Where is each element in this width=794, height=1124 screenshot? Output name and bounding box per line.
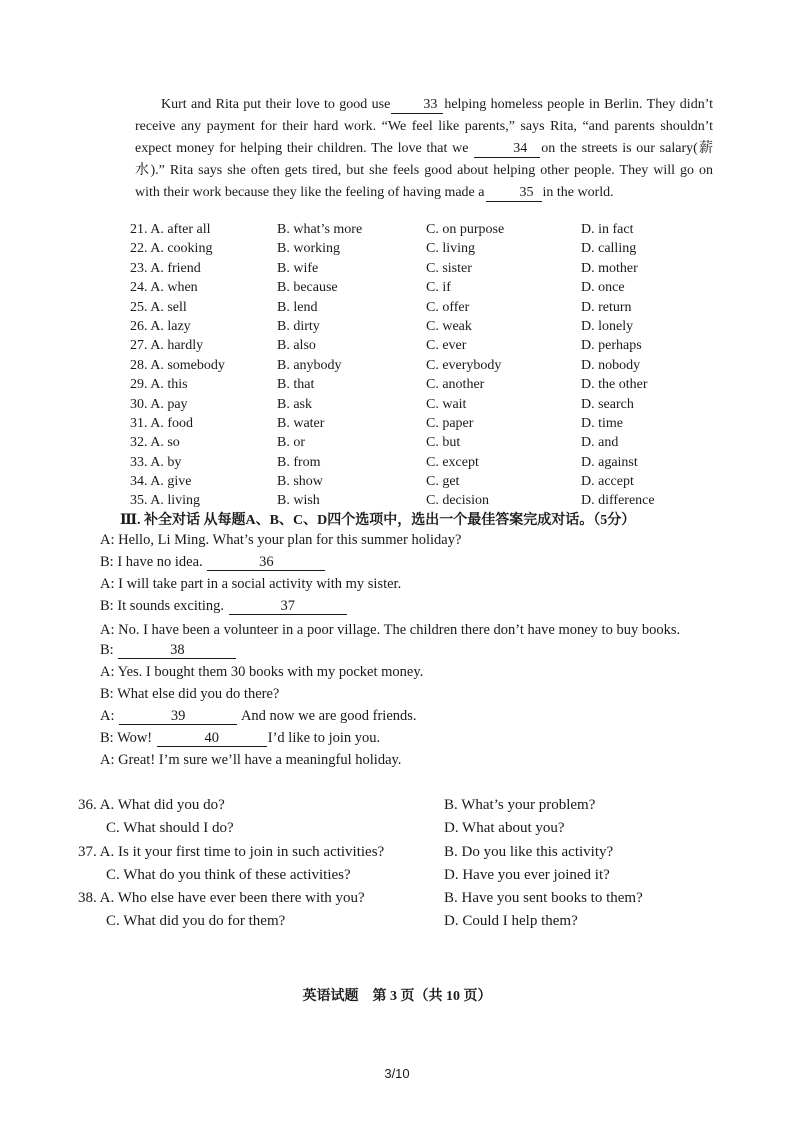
choice-row [78, 820, 718, 843]
dialog-text: B: [100, 642, 114, 658]
dialog-line-8: B: What else did you do there? [100, 686, 280, 702]
option-b: B. from [277, 454, 321, 470]
option-c: C. living [426, 241, 476, 257]
choice-36c: C. What should I do? [106, 820, 234, 837]
option-a: 32. A. so [130, 435, 180, 451]
option-c: C. ever [426, 338, 467, 354]
option-a: 31. A. food [130, 415, 193, 431]
option-d: D. against [581, 454, 638, 470]
choice-36a: 36. A. What did you do? [78, 797, 225, 813]
option-c: C. weak [426, 318, 472, 334]
option-b: B. that [277, 377, 315, 393]
option-a: 27. A. hardly [130, 338, 204, 354]
option-d: D. the other [581, 377, 648, 393]
option-c: C. offer [426, 299, 470, 315]
passage-text-3: on the streets is our salary(薪水).” Rita says she often gets tired, but she feels good about helping other people. They will go on with their work because they like the feeling of having made a [135, 141, 713, 200]
option-row-30 [110, 397, 710, 416]
blank-37: 37 [229, 598, 347, 615]
choice-37b: B. Do you like this activity? [444, 843, 614, 860]
option-row-21 [110, 222, 710, 241]
option-a: 35. A. living [130, 493, 201, 509]
choice-37c: C. What do you think of these activities? [106, 866, 351, 883]
choice-38b: B. Have you sent books to them? [444, 890, 643, 907]
option-row-33 [110, 455, 710, 474]
option-c: C. paper [426, 415, 474, 431]
cloze-passage [135, 94, 713, 204]
blank-39: 39 [119, 708, 237, 725]
option-c: C. everybody [426, 357, 502, 373]
blank-40: 40 [157, 730, 267, 747]
option-row-24 [110, 280, 710, 299]
page-indicator: 3/10 [384, 1066, 410, 1081]
choice-37a: 37. A. Is it your first time to join in such activities? [78, 843, 385, 860]
dialog-line-4 [100, 598, 710, 620]
option-b: B. water [277, 415, 325, 431]
option-d: D. perhaps [581, 338, 642, 354]
choice-38a: 38. A. Who else have ever been there with you? [78, 890, 365, 907]
choice-row [78, 867, 718, 890]
section-3-title: Ⅲ. 补全对话 从每题A、B、C、D四个选项中，选出一个最佳答案完成对话。（5分） [120, 513, 636, 528]
option-row-26 [110, 319, 710, 338]
option-d: D. mother [581, 260, 638, 276]
option-b: B. lend [277, 299, 318, 315]
dialog-choices [78, 797, 718, 937]
option-b: B. because [277, 280, 338, 296]
option-d: D. difference [581, 493, 655, 509]
passage-text-2: helping homeless people in Berlin. They didn’t receive any payment for their hard work. “We feel like parents,” says Rita, “and parents shouldn’t expect money for helping their children. The love that we [135, 97, 713, 156]
dialog-text: B: I have no idea. [100, 554, 203, 570]
option-row-32 [110, 435, 710, 454]
option-b: B. also [277, 338, 316, 354]
blank-38: 38 [118, 642, 236, 659]
choice-38d: D. Could I help them? [444, 913, 578, 930]
option-c: C. decision [426, 493, 489, 509]
option-c: C. get [426, 474, 460, 490]
option-c: C. on purpose [426, 222, 505, 237]
option-a: 23. A. friend [130, 260, 201, 276]
passage-text-1: Kurt and Rita put their love to good use [161, 97, 391, 112]
dialog-line-11: A: Great! I’m sure we’ll have a meaningful holiday. [100, 752, 402, 768]
dialog-line-5: A: No. I have been a volunteer in a poor village. The children there don’t have money to buy books. [100, 622, 681, 638]
choice-38c: C. What did you do for them? [106, 913, 286, 930]
option-d: D. once [581, 280, 625, 296]
dialog-text: B: Wow! [100, 730, 153, 746]
option-b: B. show [277, 474, 323, 490]
option-a: 33. A. by [130, 454, 182, 470]
option-row-28 [110, 358, 710, 377]
option-d: D. calling [581, 241, 637, 257]
option-c: C. another [426, 377, 485, 393]
dialog [100, 532, 710, 774]
option-a: 25. A. sell [130, 299, 187, 315]
dialog-line-6 [100, 642, 710, 664]
option-b: B. wife [277, 260, 319, 276]
option-d: D. time [581, 415, 623, 431]
option-a: 34. A. give [130, 474, 192, 490]
choice-row [78, 890, 718, 913]
option-b: B. or [277, 435, 305, 451]
option-b: B. what’s more [277, 222, 363, 237]
option-row-22 [110, 241, 710, 260]
dialog-line-7: A: Yes. I bought them 30 books with my pocket money. [100, 664, 424, 680]
dialog-text: And now we are good friends. [240, 708, 417, 724]
option-a: 30. A. pay [130, 396, 188, 412]
option-d: D. search [581, 396, 634, 412]
choice-36d: D. What about you? [444, 820, 565, 837]
option-a: 22. A. cooking [130, 241, 213, 257]
option-d: D. lonely [581, 318, 634, 334]
option-row-27 [110, 338, 710, 357]
choice-37d: D. Have you ever joined it? [444, 866, 610, 883]
cloze-options [110, 222, 710, 513]
option-a: 26. A. lazy [130, 318, 191, 334]
choice-row [78, 913, 718, 936]
option-row-25 [110, 300, 710, 319]
choice-row [78, 844, 718, 867]
option-c: C. wait [426, 396, 467, 412]
option-c: C. if [426, 280, 451, 296]
option-d: D. nobody [581, 357, 641, 373]
option-d: D. and [581, 435, 619, 451]
option-c: C. but [426, 435, 461, 451]
option-a: 28. A. somebody [130, 357, 225, 373]
option-a: 21. A. after all [130, 222, 211, 237]
option-row-31 [110, 416, 710, 435]
option-d: D. in fact [581, 222, 634, 237]
choice-row [78, 797, 718, 820]
dialog-text: I’d like to join you. [267, 730, 381, 746]
dialog-line-9 [100, 708, 710, 730]
option-b: B. anybody [277, 357, 342, 373]
option-b: B. ask [277, 396, 312, 412]
option-b: B. working [277, 241, 340, 257]
option-d: D. return [581, 299, 632, 315]
option-row-29 [110, 377, 710, 396]
dialog-line-1: A: Hello, Li Ming. What’s your plan for this summer holiday? [100, 532, 462, 548]
option-a: 29. A. this [130, 377, 188, 393]
page-footer: 英语试题 第 3 页（共 10 页） [302, 989, 492, 1004]
option-c: C. except [426, 454, 479, 470]
dialog-line-10 [100, 730, 710, 752]
option-b: B. wish [277, 493, 320, 509]
dialog-text: B: It sounds exciting. [100, 598, 225, 614]
dialog-line-2 [100, 554, 710, 576]
option-row-23 [110, 261, 710, 280]
option-b: B. dirty [277, 318, 320, 334]
option-c: C. sister [426, 260, 472, 276]
passage-text-4: in the world. [542, 185, 614, 200]
dialog-line-3: A: I will take part in a social activity with my sister. [100, 576, 402, 592]
blank-33: 33 [391, 97, 443, 114]
dialog-text: A: [100, 708, 115, 724]
option-row-34 [110, 474, 710, 493]
option-d: D. accept [581, 474, 634, 490]
blank-35: 35 [486, 185, 542, 202]
blank-34: 34 [474, 141, 540, 158]
option-a: 24. A. when [130, 280, 198, 296]
blank-36: 36 [207, 554, 325, 571]
choice-36b: B. What’s your problem? [444, 797, 596, 813]
